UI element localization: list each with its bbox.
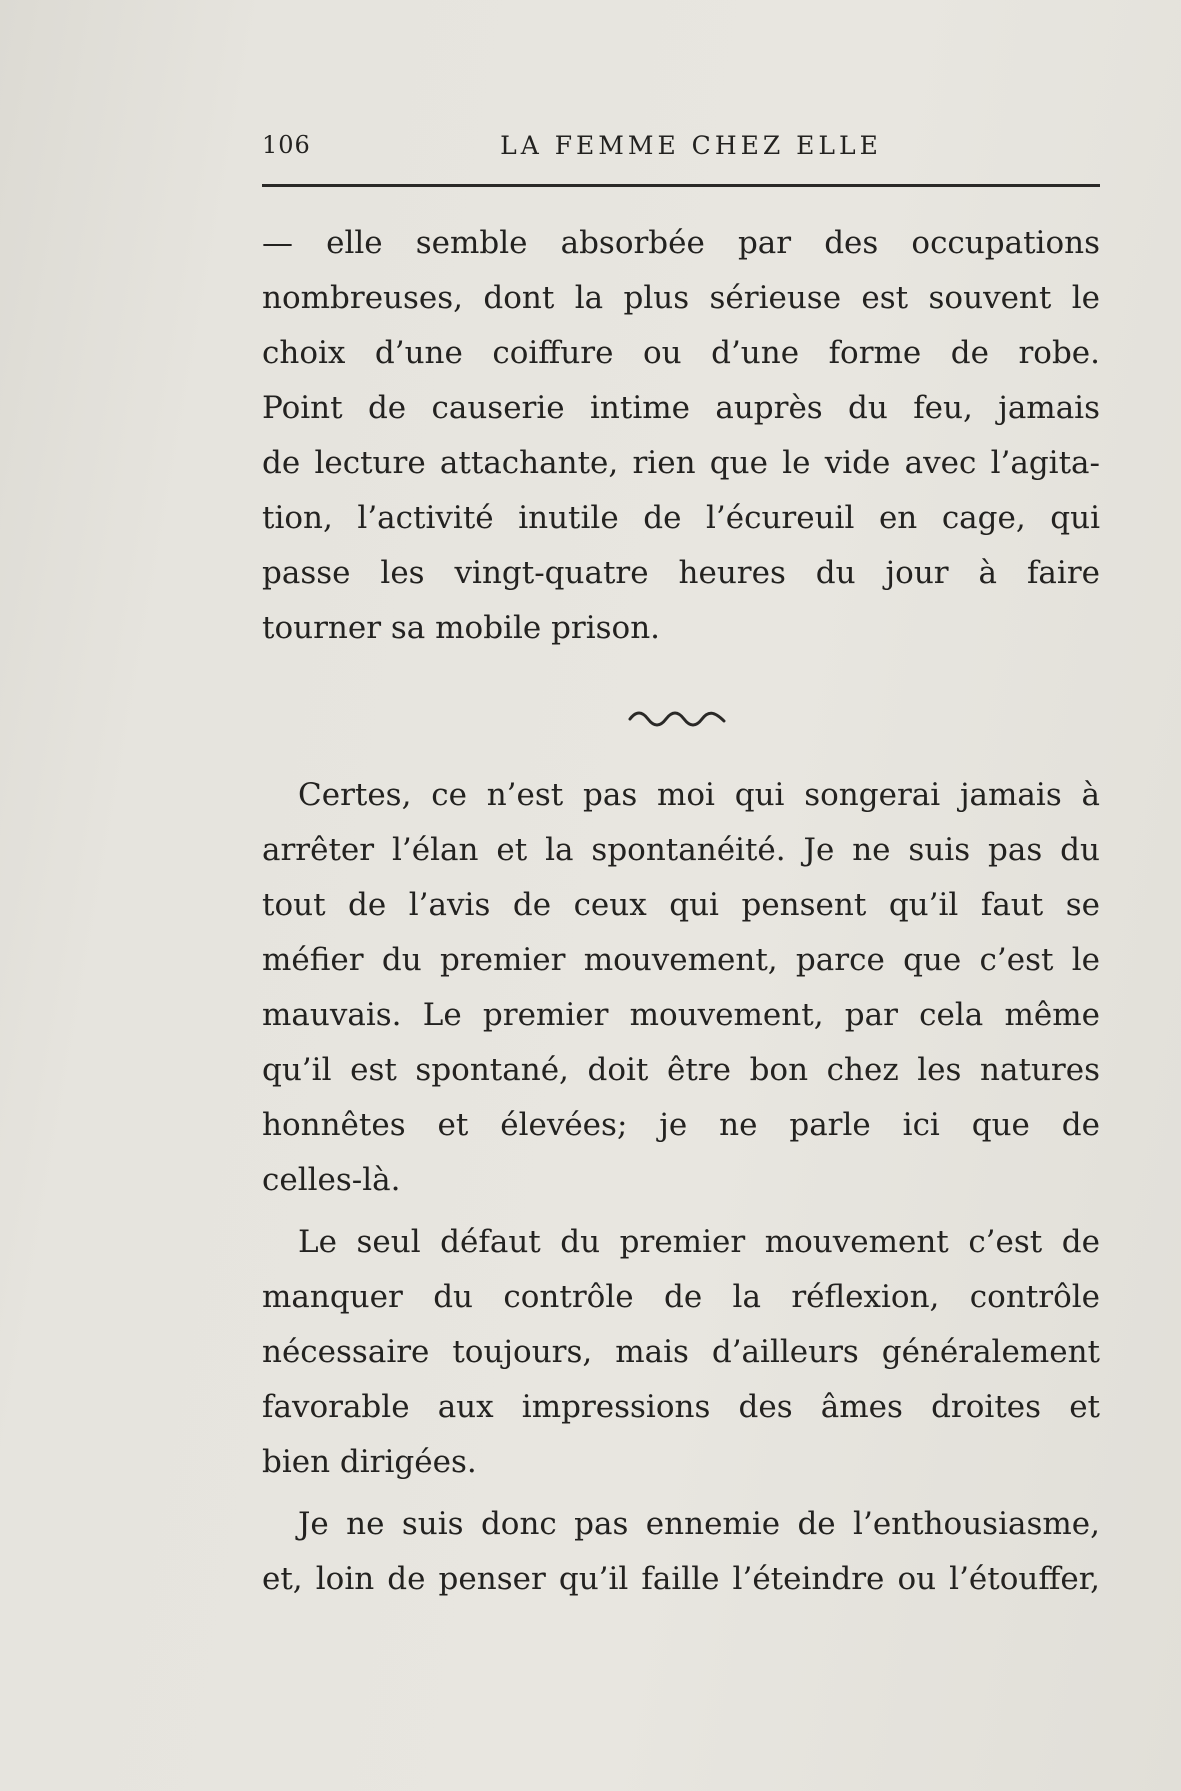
text-line: Certes, ce n’est pas moi qui songerai jamais à [298,777,1100,813]
text-line: celles-là. [262,1162,401,1198]
paragraph [262,1215,1100,1490]
paragraph-gap [262,1490,1100,1497]
paragraph [262,768,1100,1208]
continuation-paragraph [262,216,1100,656]
text-line: méfier du premier mouvement, parce que c’est le [262,942,1100,978]
text-line: Le seul défaut du premier mouvement c’est de [298,1224,1100,1260]
text-line: Je ne suis donc pas ennemie de l’enthousiasme, [298,1506,1100,1542]
text-line: honnêtes et élevées; je ne parle ici que de [262,1107,1100,1143]
text-line: bien dirigées. [262,1444,477,1480]
paragraph-gap [262,1208,1100,1215]
wavy-divider-ornament [628,708,726,730]
text-line: choix d’une coiffure ou d’une forme de robe. [262,335,1100,371]
text-line: — elle semble absorbée par des occupations [262,225,1100,261]
text-line: Point de causerie intime auprès du feu, jamais [262,390,1100,426]
text-line: arrêter l’élan et la spontanéité. Je ne suis pas du [262,832,1100,868]
page-header [262,127,1100,167]
text-line: manquer du contrôle de la réflexion, contrôle [262,1279,1100,1315]
paragraph [262,1497,1100,1607]
text-line: tout de l’avis de ceux qui pensent qu’il faut se [262,887,1100,923]
text-line: nombreuses, dont la plus sérieuse est souvent le [262,280,1100,316]
header-rule [262,184,1100,187]
text-line: de lecture attachante, rien que le vide avec l’agita- [262,445,1100,481]
text-line: passe les vingt-quatre heures du jour à faire [262,555,1100,591]
page-number: 106 [262,131,311,159]
text-line: nécessaire toujours, mais d’ailleurs généralement [262,1334,1100,1370]
text-line: tion, l’activité inutile de l’écureuil en cage, qui [262,500,1100,536]
text-line: favorable aux impressions des âmes droites et [262,1389,1100,1425]
text-line: tourner sa mobile prison. [262,610,661,646]
text-line: qu’il est spontané, doit être bon chez les natures [262,1052,1100,1088]
running-title: LA FEMME CHEZ ELLE [500,131,882,160]
main-text [262,768,1100,1607]
text-line: et, loin de penser qu’il faille l’éteindre ou l’étouffer, [262,1561,1100,1597]
text-line: mauvais. Le premier mouvement, par cela même [262,997,1100,1033]
